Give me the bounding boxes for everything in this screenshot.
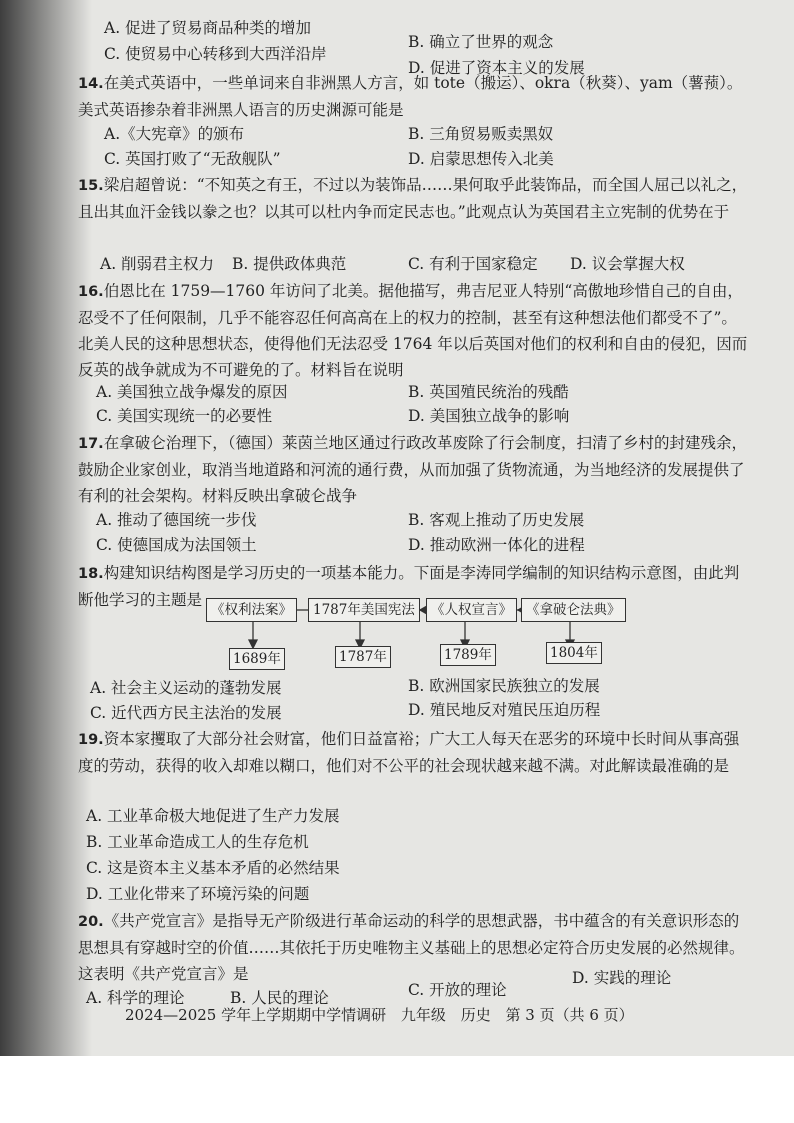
- option-c: C. 开放的理论: [408, 981, 507, 999]
- option-b: B. 英国殖民统治的残酷: [408, 383, 569, 401]
- diagram-doc-us-constitution: 1787年美国宪法: [308, 598, 420, 622]
- question-number: 16.: [78, 284, 104, 300]
- option-d: D. 工业化带来了环境污染的问题: [86, 885, 310, 903]
- option-b: B. 三角贸易贩卖黑奴: [408, 125, 554, 143]
- option-d: D. 议会掌握大权: [570, 255, 685, 273]
- question-number: 18.: [78, 566, 104, 582]
- question-number: 20.: [78, 914, 104, 930]
- diagram-year-1787: 1787年: [335, 646, 391, 668]
- question-stem: 在美式英语中，一些单词来自非洲黑人方言，如 tote（搬运）、okra（秋葵）、yam（薯蓣）。美式英语掺杂着非洲黑人语言的历史渊源可能是: [78, 74, 743, 119]
- footer-subject: 历史: [460, 1006, 491, 1024]
- question-number: 19.: [78, 732, 104, 748]
- question-stem: 伯恩比在 1759—1760 年访问了北美。据他描写，弗吉尼亚人特别“高傲地珍惜自己的自由，忍受不了任何限制，几乎不能容忍任何高高在上的权力的控制，甚至有这种想法他们都受不了”。北美人民的这种思想状态，使得他们无法忍受 1764 年以后英国对他们的权利和自由的侵犯，因而反英的战争就成为不可避免的了。材料旨在说明: [78, 282, 748, 379]
- footer-page-number: 第 3 页（共 6 页）: [505, 1006, 634, 1024]
- option-a: A. 促进了贸易商品种类的增加: [104, 19, 312, 37]
- option-c: C. 有利于国家稳定: [408, 255, 538, 273]
- option-b: B. 工业革命造成工人的生存危机: [86, 833, 309, 851]
- page-footer: [125, 1004, 644, 1025]
- option-a: A. 社会主义运动的蓬勃发展: [90, 679, 282, 697]
- option-a: A. 美国独立战争爆发的原因: [96, 383, 288, 401]
- diagram-doc-bill-of-rights: 《权利法案》: [206, 598, 297, 622]
- option-c: C. 使贸易中心转移到大西洋沿岸: [104, 45, 327, 63]
- option-a: A. 削弱君主权力: [100, 255, 215, 273]
- diagram-doc-napoleonic-code: 《拿破仑法典》: [521, 598, 626, 622]
- question-number: 17.: [78, 436, 104, 452]
- diagram-year-1789: 1789年: [440, 644, 496, 666]
- option-b: B. 提供政体典范: [232, 255, 347, 273]
- question-stem: 《共产党宣言》是指导无产阶级进行革命运动的科学的思想武器，书中蕴含的有关意识形态的思想具有穿越时空的价值……其依托于历史唯物主义基础上的思想必定符合历史发展的必然规律。这表明《共产党宣言》是: [78, 912, 745, 983]
- option-d: D. 推动欧洲一体化的进程: [408, 536, 585, 554]
- question-stem: 梁启超曾说：“不知英之有王，不过以为装饰品……果何取乎此装饰品，而全国人屈己以礼之，且出其血汗金钱以豢之也？以其可以杜内争而定民志也。”此观点认为英国君主立宪制的优势在于: [78, 176, 748, 221]
- question-stem: 在拿破仑治理下，（德国）莱茵兰地区通过行政改革废除了行会制度，扫清了乡村的封建残余，鼓励企业家创业，取消当地道路和河流的通行费，从而加强了货物流通，为当地经济的发展提供了有利的社会架构。材料反映出拿破仑战争: [78, 434, 747, 505]
- option-d: D. 美国独立战争的影响: [408, 407, 570, 425]
- question-stem: 资本家攫取了大部分社会财富，他们日益富裕；广大工人每天在恶劣的环境中长时间从事高强度的劳动，获得的收入却难以糊口，他们对不公平的社会现状越来越不满。对此解读最准确的是: [78, 730, 740, 775]
- question-number: 15.: [78, 178, 104, 194]
- option-d: D. 殖民地反对殖民压迫历程: [408, 701, 601, 719]
- option-b: B. 欧洲国家民族独立的发展: [408, 677, 600, 695]
- option-c: C. 使德国成为法国领土: [96, 536, 257, 554]
- option-a: A. 科学的理论: [86, 989, 185, 1007]
- diagram-year-1804: 1804年: [546, 642, 602, 664]
- option-d: D. 启蒙思想传入北美: [408, 150, 554, 168]
- option-c: C. 美国实现统一的必要性: [96, 407, 273, 425]
- footer-exam-title: 2024—2025 学年上学期期中学情调研: [125, 1006, 387, 1024]
- question-19: [78, 726, 748, 779]
- arrowhead: [249, 640, 257, 648]
- option-a: A. 工业革命极大地促进了生产力发展: [86, 807, 340, 825]
- option-b: B. 客观上推动了历史发展: [408, 511, 585, 529]
- diagram-doc-declaration-of-rights: 《人权宣言》: [426, 598, 517, 622]
- option-c: C. 这是资本主义基本矛盾的必然结果: [86, 859, 340, 877]
- option-c: C. 近代西方民主法治的发展: [90, 704, 282, 722]
- question-stem: 构建知识结构图是学习历史的一项基本能力。下面是李涛同学编制的知识结构示意图，由此判断他学习的主题是: [78, 564, 740, 609]
- option-b: B. 人民的理论: [230, 989, 329, 1007]
- option-a: A. 推动了德国统一步伐: [96, 511, 257, 529]
- question-number: 14.: [78, 76, 104, 92]
- option-d: D. 促进了资本主义的发展: [408, 59, 585, 77]
- option-b: B. 确立了世界的观念: [408, 33, 554, 51]
- option-c: C. 英国打败了“无敌舰队”: [104, 150, 281, 168]
- diagram-year-1689: 1689年: [229, 648, 285, 670]
- option-a: A.《大宪章》的颁布: [104, 125, 245, 143]
- option-d: D. 实践的理论: [572, 969, 672, 987]
- footer-grade: 九年级: [400, 1006, 446, 1024]
